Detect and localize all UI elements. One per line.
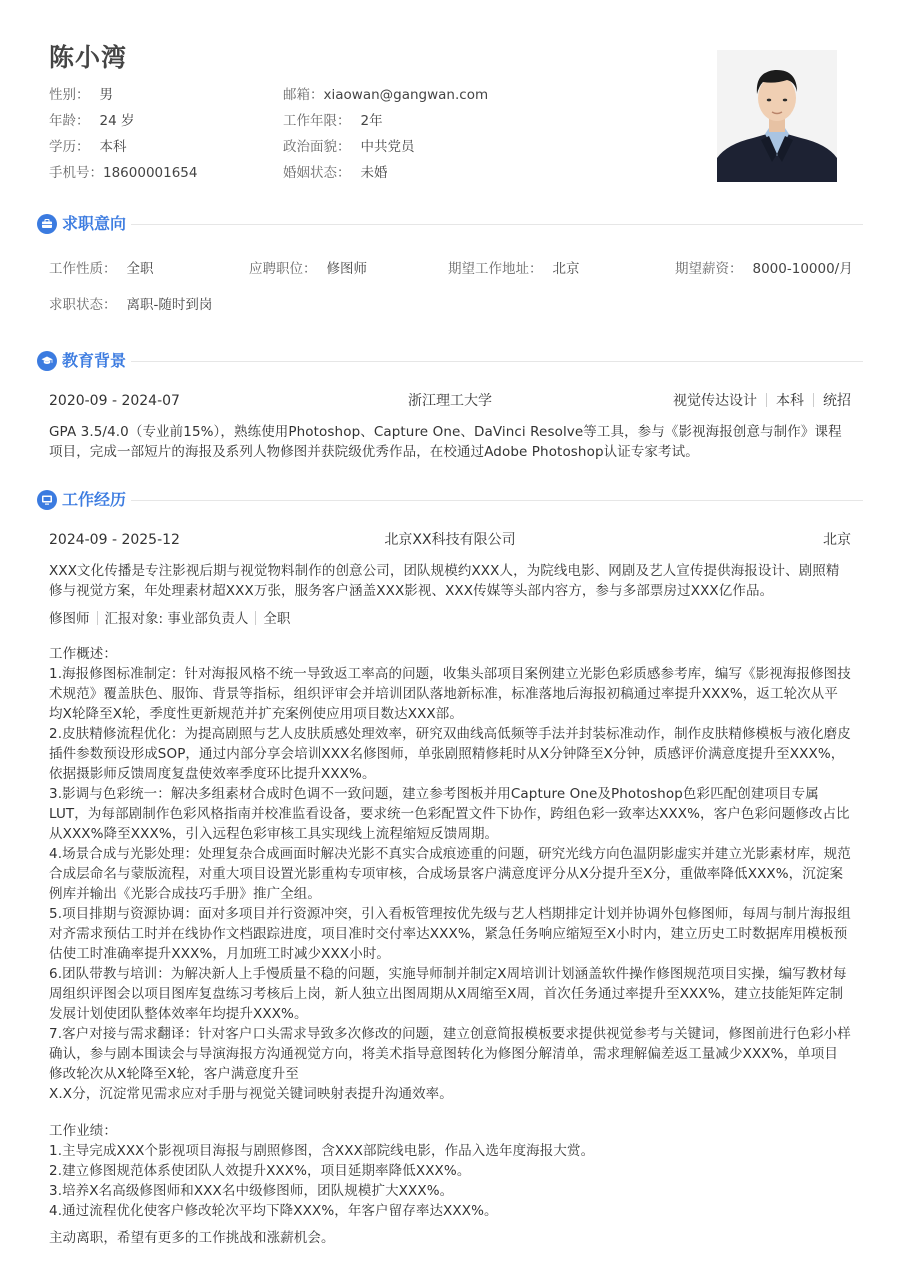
briefcase-icon xyxy=(37,214,57,234)
basic-info xyxy=(49,84,509,184)
info-experience: 工作年限： 2年 xyxy=(283,113,383,129)
monitor-icon xyxy=(37,490,57,510)
graduation-cap-icon xyxy=(37,351,57,371)
education-period: 2020-09 - 2024-07 xyxy=(49,393,180,409)
work-city: 北京 xyxy=(823,532,851,548)
divider xyxy=(813,393,814,407)
education-details: 视觉传达设计 本科 统招 xyxy=(673,393,851,409)
portrait-illustration xyxy=(717,50,837,182)
work-title: 修图师 xyxy=(49,611,90,627)
work-tags xyxy=(49,609,290,629)
overview-item: X.X分，沉淀常见需求应对手册与视觉关键词映射表提升沟通效率。 xyxy=(49,1086,453,1102)
intent-salary: 期望薪资： 8000-10000/月 xyxy=(675,261,853,277)
info-email: 邮箱：xiaowan@gangwan.com xyxy=(283,87,489,103)
overview-item: 3.影调与色彩统一：解决多组素材合成时色调不一致问题，建立参考图板并用Capture One及Photoshop色彩匹配创建项目专属LUT，为每部剧制作色彩风格指南并校准监看设备，要求统一色彩配置文件下协作，跨组色彩一致率达XXX%，客户色彩问题修改占比从XXX%降至XXX%，引入远程色彩审核工具实现线上流程缩短反馈周期。 xyxy=(49,786,850,842)
education-row xyxy=(49,390,851,412)
results-item: 2.建立修图规范体系使团队人效提升XXX%，项目延期率降低XXX%。 xyxy=(49,1163,471,1179)
work-period: 2024-09 - 2025-12 xyxy=(49,532,180,548)
info-phone: 手机号：18600001654 xyxy=(49,165,198,181)
divider xyxy=(97,611,98,625)
work-row xyxy=(49,529,851,551)
section-header-education xyxy=(37,350,863,372)
intent-row-2 xyxy=(49,294,851,316)
section-title-work: 工作经历 xyxy=(62,490,127,509)
results-item: 1.主导完成XXX个影视项目海报与剧照修图，含XXX部院线电影，作品入选年度海报大赏。 xyxy=(49,1143,595,1159)
section-divider xyxy=(131,361,863,362)
info-political: 政治面貌： 中共党员 xyxy=(283,139,415,155)
info-degree: 学历： 本科 xyxy=(49,139,127,155)
section-title-intent: 求职意向 xyxy=(62,214,127,233)
overview-item: 4.场景合成与光影处理：处理复杂合成画面时解决光影不真实合成痕迹重的问题，研究光线方向色温阴影虚实并建立光影素材库，规范合成层命名与蒙版流程，对重大项目设置光影重构专项审核，合成场景客户满意度评分从X分提升至X分，重做率降低XXX%，沉淀案例库并输出《光影合成技巧手册》推广全组。 xyxy=(49,846,851,902)
section-header-intent xyxy=(37,213,863,235)
intent-status: 求职状态： 离职-随时到岗 xyxy=(49,297,213,313)
overview-item: 2.皮肤精修流程优化：为提高剧照与艺人皮肤质感处理效率，研究双曲线高低频等手法并封装标准动作，制作皮肤精修模板与液化磨皮插件参数预设形成SOP，通过内部分享会培训XXX名修图师，单张剧照精修耗时从X分钟降至X分钟，质感评价满意度提升至XXX%，依据摄影师反馈周度复盘使效率季度环比提升XXX%。 xyxy=(49,726,851,782)
overview-item: 1.海报修图标准制定：针对海报风格不统一导致返工率高的问题，收集头部项目案例建立光影色彩质感参考库，编写《影视海报修图技术规范》覆盖肤色、服饰、背景等指标，组织评审会并培训团队落地新标准，标准落地后海报初稿通过率提升XXX%，返工轮次从平均X轮降至X轮，季度性更新规范并扩充案例使应用项目数达XXX部。 xyxy=(49,666,851,722)
section-divider xyxy=(131,500,863,501)
divider xyxy=(766,393,767,407)
results-title: 工作业绩： xyxy=(49,1123,117,1139)
results-item: 4.通过流程优化使客户修改轮次平均下降XXX%，年客户留存率达XXX%。 xyxy=(49,1203,498,1219)
overview-title: 工作概述： xyxy=(49,646,117,662)
intent-row-1 xyxy=(49,258,851,280)
candidate-name: 陈小湾 xyxy=(49,43,128,72)
overview-item: 7.客户对接与需求翻译：针对客户口头需求导致多次修改的问题，建立创意简报模板要求提供视觉参考与关键词，修图前进行色彩小样确认，参与剧本围读会与导演海报方沟通视觉方向，将美术指导意图转化为修图分解清单，需求理解偏差返工量减少XXX%，单项目修改轮次从X轮降至X轮，客户满意度升至 xyxy=(49,1026,851,1082)
section-header-work xyxy=(37,489,863,511)
leave-reason: 主动离职，希望有更多的工作挑战和涨薪机会。 xyxy=(49,1230,335,1246)
overview-item: 6.团队带教与培训：为解决新人上手慢质量不稳的问题，实施导师制并制定X周培训计划涵盖软件操作修图规范项目实操，编写教材每周组织评图会以项目图库复盘练习考核后上岗，新人独立出图周期从X周缩至X周，首次任务通过率提升至XXX%，建立技能矩阵定制发展计划使团队整体效率年均提升XXX%。 xyxy=(49,966,847,1022)
results-item: 3.培养X名高级修图师和XXX名中级修图师，团队规模扩大XXX%。 xyxy=(49,1183,454,1199)
work-overview xyxy=(49,644,851,1104)
divider xyxy=(255,611,256,625)
work-report: 汇报对象: 事业部负责人 xyxy=(104,611,249,627)
work-company: 北京XX科技有限公司 xyxy=(384,532,516,548)
education-description: GPA 3.5/4.0（专业前15%），熟练使用Photoshop、Capture One、DaVinci Resolve等工具，参与《影视海报创意与制作》课程项目，完成一部短片的海报及系列人物修图并获院级优秀作品，在校通过Adobe Photoshop认证专家考试。 xyxy=(49,424,842,460)
intent-nature: 工作性质： 全职 xyxy=(49,261,154,277)
education-school: 浙江理工大学 xyxy=(408,393,492,409)
section-title-education: 教育背景 xyxy=(62,351,127,370)
info-age: 年龄： 24 岁 xyxy=(49,113,135,129)
intent-city: 期望工作地址： 北京 xyxy=(448,261,580,277)
overview-item: 5.项目排期与资源协调：面对多项目并行资源冲突，引入看板管理按优先级与艺人档期排定计划并协调外包修图师，每周与制片海报组对齐需求预估工时并在线协作文档跟踪进度，项目准时交付率达XXX%，紧急任务响应缩短至X小时内，建立历史工时数据库用模板预估使工时准确率提升XXX%，月加班工时减少XXX小时。 xyxy=(49,906,851,962)
work-intro: XXX文化传播是专注影视后期与视觉物料制作的创意公司，团队规模约XXX人，为院线电影、网剧及艺人宣传提供海报设计、剧照精修与视觉方案，年处理素材超XXX万张，服务客户涵盖XXX影视、XXX传媒等头部内容方，参与多部票房过XXX亿作品。 xyxy=(49,563,840,599)
work-results xyxy=(49,1121,851,1221)
info-marital: 婚姻状态： 未婚 xyxy=(283,165,388,181)
section-divider xyxy=(131,224,863,225)
work-type: 全职 xyxy=(263,611,291,627)
intent-position: 应聘职位： 修图师 xyxy=(249,261,367,277)
profile-photo xyxy=(717,50,837,182)
info-gender: 性别： 男 xyxy=(49,87,113,103)
